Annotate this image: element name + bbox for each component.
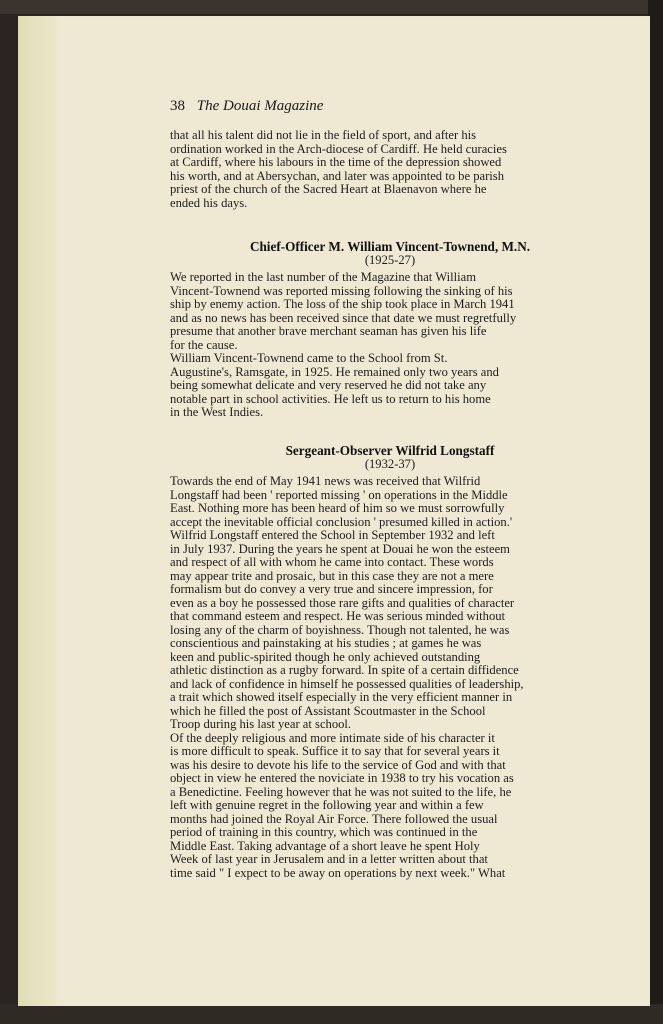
- book-top-edge: [0, 0, 663, 14]
- magazine-title: The Douai Magazine: [196, 98, 324, 114]
- obituary-1-heading: Chief-Officer M. William Vincent-Townend, M.N.: [249, 239, 531, 254]
- obituary-2-years: (1932-37): [364, 457, 416, 471]
- page-number: 38: [170, 98, 185, 114]
- intro-paragraph: that all his talent did not lie in the field of sport, and after his ordination worked in the Arch-diocese of Cardiff. He held curacies at Cardiff, where his labours in the time of the depression showed his worth, and at Abersychan, and later was appointed to be parish priest of the church of the Sacred Heart at Blaenavon where he ended his days.: [170, 128, 507, 210]
- book-right-edge: [648, 0, 663, 1024]
- running-header: [170, 98, 470, 118]
- page-gutter: [18, 16, 56, 1006]
- obituary-1-years: (1925-27): [364, 253, 416, 267]
- book-bottom-edge: [0, 1004, 663, 1024]
- obituary-1-text: We reported in the last number of the Magazine that William Vincent-Townend was reported missing following the sinking of his ship by enemy action. The loss of the ship took place in March 1941 and as no news has been received since that date we must regretfully presume that another brave merchant seaman has given his life for the cause. William Vincent-Townend came to the School from St. Augustine's, Ramsgate, in 1925. He remained only two years and being somewhat delicate and very reserved he did not take any notable part in school activities. He left us to return to his home in the West Indies.: [170, 270, 517, 419]
- obituary-2-text: Towards the end of May 1941 news was received that Wilfrid Longstaff had been ' reported missing ' on operations in the Middle East. Nothing more has been heard of him so we must sorrowfully accept the inevitable official conclusion ' presumed killed in action.' Wilfrid Longstaff entered the School in September 1932 and left in July 1937. During the years he spent at Douai he won the esteem and respect of all with whom he came into contact. These words may appear trite and prosaic, but in this case they are not a mere formalism but do convey a very true and sincere impression, for even as a boy he possessed those rare gifts and qualities of character that command esteem and respect. He was serious minded without losing any of the charm of boyishness. Though not talented, he was conscientious and painstaking at his studies ; at games he was keen and public-spirited though he only achieved outstanding athletic distinction as a rugby forward. In spite of a certain diffidence and lack of confidence in himself he possessed qualities of leadership, a trait which showed itself especially in the very efficient manner in which he filled the post of Assistant Scoutmaster in the School Troop during his last year at school. Of the deeply religious and more intimate side of his character it is more difficult to speak. Suffice it to say that for several years it was his desire to devote his life to the service of God and with that object in view he entered the noviciate in 1938 to try his vocation as a Benedictine. Feeling however that he was not suited to the life, he left with genuine regret in the following year and within a few months had joined the Royal Air Force. There followed the usual period of training in this country, which was continued in the Middle East. Taking advantage of a short leave he spent Holy Week of last year in Jerusalem and in a letter written about that time said " I expect to be away on operations by next week." What: [170, 474, 524, 880]
- obituary-2-heading: Sergeant-Observer Wilfrid Longstaff: [285, 443, 495, 458]
